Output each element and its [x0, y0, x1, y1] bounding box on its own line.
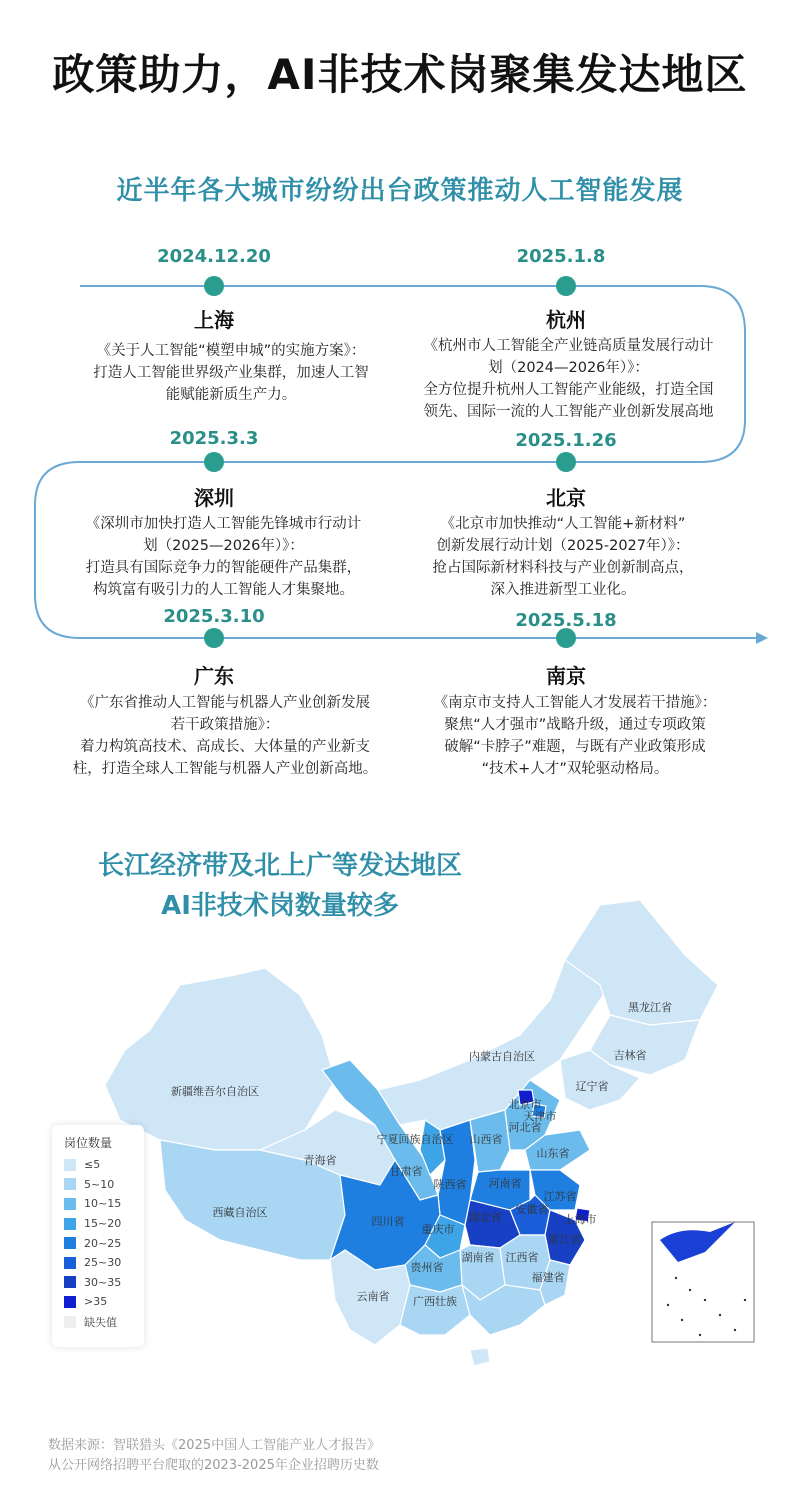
description-line: 《广东省推动人工智能与机器人产业创新发展	[80, 695, 370, 711]
legend-swatch	[64, 1218, 76, 1230]
legend-label: 5~10	[84, 1177, 115, 1191]
legend-item	[64, 1292, 144, 1312]
legend-item	[64, 1312, 144, 1332]
timeline-heading: 近半年各大城市纷纷出台政策推动人工智能发展	[116, 176, 684, 206]
map-label: 河南省	[488, 1178, 522, 1190]
map-label: 山东省	[536, 1148, 570, 1160]
map-label: 广西壮族	[413, 1296, 457, 1308]
legend-label: >35	[84, 1295, 108, 1309]
map-label: 宁夏回族自治区	[376, 1134, 454, 1146]
event-date: 2025.3.3	[169, 428, 259, 449]
map-title-line: AI非技术岗数量较多	[161, 891, 399, 921]
legend-label: 10~15	[84, 1197, 122, 1211]
description-line: 能赋能新质生产力。	[165, 387, 297, 403]
event-description	[400, 692, 750, 780]
map-label: 四川省	[371, 1216, 405, 1228]
map-label: 天津市	[523, 1111, 557, 1123]
map-label: 上海市	[563, 1214, 597, 1226]
description-line: 打造具有国际竞争力的智能硬件产品集群，	[85, 560, 362, 576]
event-description	[391, 335, 746, 423]
description-line: “技术+人才”双轮驱动格局。	[481, 761, 669, 777]
event-city: 南京	[546, 664, 586, 688]
map-label: 陕西省	[433, 1179, 467, 1191]
source-line: 数据来源：智联猎头《2025中国人工智能产业人才报告》	[48, 1438, 381, 1453]
event-city: 北京	[546, 486, 586, 510]
description-line: 抢占国际新材料科技与产业创新制高点，	[432, 560, 694, 576]
map-label: 辽宁省	[575, 1081, 609, 1093]
map-label: 贵州省	[410, 1262, 444, 1274]
data-source	[48, 1436, 380, 1476]
map-label: 江苏省	[543, 1191, 577, 1203]
source-line: 从公开网络招聘平台爬取的2023-2025年企业招聘历史数	[48, 1458, 379, 1473]
description-line: 领先、国际一流的人工智能产业创新发展高地	[423, 404, 714, 420]
timeline-node	[556, 452, 576, 472]
map-label: 湖南省	[461, 1252, 495, 1264]
legend-title: 岗位数量	[64, 1136, 113, 1150]
description-line: 柱，打造全球人工智能与机器人产业创新高地。	[72, 761, 378, 777]
legend-swatch	[64, 1296, 76, 1308]
map-title-line: 长江经济带及北上广等发达地区	[97, 851, 462, 881]
event-description	[56, 340, 406, 406]
event-date: 2024.12.20	[157, 246, 271, 267]
map-label: 黑龙江省	[628, 1002, 672, 1014]
legend-item	[64, 1233, 144, 1253]
legend-label: ≤5	[84, 1158, 101, 1172]
description-line: 打造人工智能世界级产业集群，加速人工智	[93, 365, 369, 381]
map-label: 福建省	[531, 1272, 565, 1284]
description-line: 深入推进新型工业化。	[490, 582, 636, 598]
description-line: 破解“卡脖子”难题，与既有产业政策形成	[444, 739, 706, 755]
description-line: 若干政策措施》：	[170, 717, 280, 733]
event-description	[46, 692, 404, 780]
legend-label: 20~25	[84, 1236, 122, 1250]
map-label: 内蒙古自治区	[469, 1051, 535, 1063]
map-label: 重庆市	[421, 1224, 455, 1236]
description-line: 构筑富有吸引力的人工智能人才集聚地。	[93, 582, 354, 598]
event-city: 广东	[194, 664, 234, 688]
description-line: 《北京市加快推动“人工智能+新材料”	[440, 516, 686, 532]
event-date: 2025.3.10	[163, 606, 265, 627]
region-xinjiang	[105, 968, 335, 1150]
description-line: 聚焦“人才强市”战略升级，通过专项政策	[444, 717, 706, 733]
timeline-path	[0, 230, 800, 670]
description-line: 划（2024—2026年）》：	[488, 360, 649, 376]
map-label: 新疆维吾尔自治区	[171, 1086, 259, 1098]
description-line: 划（2025—2026年）》：	[143, 538, 304, 554]
map-label: 山西省	[469, 1134, 503, 1146]
legend-swatch	[64, 1316, 76, 1328]
event-date: 2025.1.26	[515, 430, 617, 451]
legend-item	[64, 1214, 144, 1234]
description-line: 《杭州市人工智能全产业链高质量发展行动计	[423, 338, 714, 354]
map-label: 西藏自治区	[212, 1207, 268, 1219]
legend-swatch	[64, 1237, 76, 1249]
page-title: 政策助力，AI非技术岗聚集发达地区	[52, 50, 748, 99]
event-description	[388, 513, 738, 601]
map-label: 云南省	[356, 1291, 390, 1303]
legend-item	[64, 1194, 144, 1214]
map-label: 甘肃省	[389, 1166, 423, 1178]
description-line: 创新发展行动计划（2025-2027年）》：	[436, 538, 690, 554]
map-label: 河北省	[508, 1122, 542, 1134]
event-date: 2025.1.8	[516, 246, 606, 267]
description-line: 《关于人工智能“模塑申城”的实施方案》：	[96, 343, 366, 359]
region-guangxi	[400, 1285, 470, 1335]
legend-item	[64, 1155, 144, 1175]
map-label: 江西省	[505, 1252, 539, 1264]
event-city: 深圳	[194, 486, 234, 510]
event-date: 2025.5.18	[515, 610, 617, 631]
description-line: 着力构筑高技术、高成长、大体量的产业新支	[80, 739, 370, 755]
legend-swatch	[64, 1198, 76, 1210]
timeline-node	[204, 452, 224, 472]
legend-label: 缺失值	[84, 1315, 117, 1329]
map-label: 吉林省	[613, 1050, 647, 1062]
map-label: 湖北省	[468, 1212, 502, 1224]
event-description	[46, 513, 401, 601]
map-label: 青海省	[303, 1155, 337, 1167]
legend-swatch	[64, 1257, 76, 1269]
timeline-node	[556, 276, 576, 296]
timeline-node	[204, 276, 224, 296]
timeline-node	[556, 628, 576, 648]
description-line: 《南京市支持人工智能人才发展若干措施》：	[433, 695, 717, 711]
legend-item	[64, 1253, 144, 1273]
map-label: 浙江省	[548, 1234, 582, 1246]
legend-swatch	[64, 1276, 76, 1288]
legend-item	[64, 1175, 144, 1195]
region-hainan	[470, 1348, 490, 1366]
legend-label: 30~35	[84, 1275, 122, 1289]
timeline-node	[204, 628, 224, 648]
description-line: 《深圳市加快打造人工智能先锋城市行动计	[85, 516, 362, 532]
map-label: 北京市	[508, 1099, 542, 1111]
event-city: 上海	[194, 308, 234, 332]
map-legend	[52, 1125, 144, 1347]
legend-swatch	[64, 1178, 76, 1190]
description-line: 全方位提升杭州人工智能产业能级，打造全国	[423, 382, 714, 398]
legend-swatch	[64, 1159, 76, 1171]
map-label: 安徽省	[515, 1204, 549, 1216]
legend-label: 15~20	[84, 1217, 122, 1231]
event-city: 杭州	[546, 308, 586, 332]
legend-label: 25~30	[84, 1256, 122, 1270]
legend-item	[64, 1273, 144, 1293]
